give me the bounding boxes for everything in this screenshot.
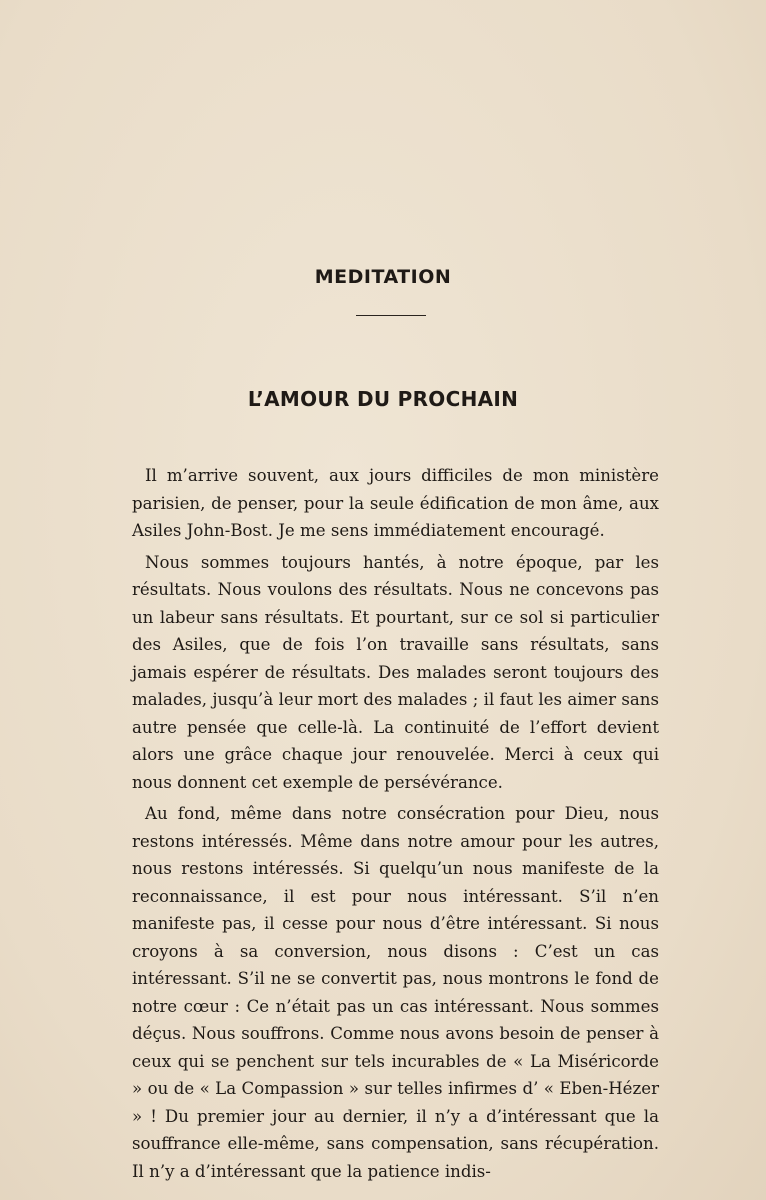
paragraph: Au fond, même dans notre consécration pour Dieu, nous restons intéressés. Même dans notre amour pour les autres, nous restons intéressés. Si quelqu’un nous manifeste de la reconnaissance, il est pour nous intéressant. S’il n’en manifeste pas, il cesse pour nous d’être intéressant. Si nous croyons à sa conversion, nous disons : C’est un cas intéressant. S’il ne se convertit pas, nous montrons le fond de notre cœur : Ce n’était pas un cas intéressant. Nous sommes déçus. Nous souffrons. Comme nous avons besoin de penser à ceux qui se penchent sur tels incurables de « La Miséricorde » ou de « La Compassion » sur telles infirmes d’ « Eben-Hézer » ! Du premier jour au dernier, il n’y a d’intéressant que la souffrance elle-même, sans compensation, sans récupération. Il n’y a d’intéressant que la patience indis- [132,804,659,1181]
paragraph: Il m’arrive souvent, aux jours difficiles de mon ministère parisien, de penser, pour la seule édification de mon âme, aux Asiles John-Bost. Je me sens immédiatement encouragé. [132,466,659,540]
title-divider [356,315,426,316]
page-title: MEDITATION [314,266,452,288]
body-text [132,462,659,1185]
section-heading: L’AMOUR DU PROCHAIN [247,387,519,411]
paragraph: Nous sommes toujours hantés, à notre époque, par les résultats. Nous voulons des résultats. Nous ne concevons pas un labeur sans résultats. Et pourtant, sur ce sol si particulier des Asiles, que de fois l’on travaille sans résultats, sans jamais espérer de résultats. Des malades seront toujours des malades, jusqu’à leur mort des malades ; il faut les aimer sans autre pensée que celle-là. La continuité de l’effort devient alors une grâce chaque jour renouvelée. Merci à ceux qui nous donnent cet exemple de persévérance. [132,552,659,792]
